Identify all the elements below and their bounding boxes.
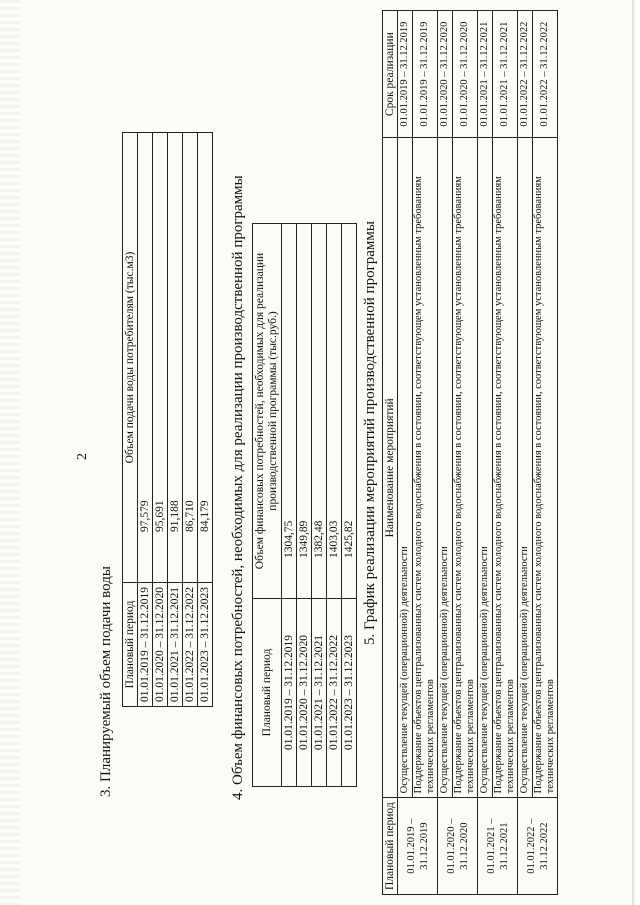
period-cell: 01.01.2019 – 31.12.2019	[138, 583, 153, 707]
section4-title: 4. Объем финансовых потребностей, необходимых для реализации производственной программы	[230, 175, 246, 800]
table-row	[493, 11, 518, 895]
activity-cell: Осуществление текущей (операционной) деятельности	[438, 138, 453, 798]
term-cell: 01.01.2021 – 31.12.2021	[478, 11, 493, 138]
period-cell: 01.01.2022 – 31.12.2022	[327, 599, 342, 787]
table-row	[153, 133, 168, 707]
term-cell: 01.01.2022 – 31.12.2022	[533, 11, 558, 138]
period-cell: 01.01.2023 – 31.12.2023	[342, 599, 357, 787]
column-header: Наименование мероприятий	[383, 138, 398, 798]
financial-needs-table	[252, 223, 357, 787]
column-header: Плановый период	[123, 583, 138, 707]
period-cell: 01.01.2019 – 31.12.2019	[282, 599, 297, 787]
activity-cell: Поддержание объектов централизованных систем холодного водоснабжения в состоянии, соответствующем установленным требованиям технических регламентов	[453, 138, 478, 798]
water-volume-table	[122, 132, 213, 707]
column-header: Плановый период	[383, 798, 398, 895]
table-row	[168, 133, 183, 707]
term-cell: 01.01.2019 – 31.12.2019	[413, 11, 438, 138]
table-row	[398, 11, 413, 895]
table-row	[438, 11, 453, 895]
table-row	[183, 133, 198, 707]
period-cell: 01.01.2023 – 31.12.2023	[198, 583, 213, 707]
section3-title: 3. Планируемый объем подачи воды	[98, 566, 114, 797]
term-cell: 01.01.2020 – 31.12.2020	[438, 11, 453, 138]
value-cell: 95,691	[153, 133, 168, 583]
activity-cell: Осуществление текущей (операционной) деятельности	[518, 138, 533, 798]
period-cell: 01.01.2022 – 31.12.2022	[518, 798, 558, 895]
value-cell: 84,179	[198, 133, 213, 583]
table-header-row	[123, 133, 138, 707]
table-row	[478, 11, 493, 895]
activity-cell: Поддержание объектов централизованных систем холодного водоснабжения в состоянии, соответствующем установленным требованиям технических регламентов	[493, 138, 518, 798]
value-cell: 97,579	[138, 133, 153, 583]
activity-cell: Поддержание объектов централизованных систем холодного водоснабжения в состоянии, соответствующем установленным требованиям технических регламентов	[413, 138, 438, 798]
table-row	[413, 11, 438, 895]
table-row	[453, 11, 478, 895]
term-cell: 01.01.2019 – 31.12.2019	[398, 11, 413, 138]
activity-cell: Осуществление текущей (операционной) деятельности	[398, 138, 413, 798]
period-cell: 01.01.2021 – 31.12.2021	[168, 583, 183, 707]
page-number: 2	[75, 453, 90, 460]
schedule-table	[382, 10, 558, 895]
table-row	[342, 224, 357, 787]
period-cell: 01.01.2021 – 31.12.2021	[312, 599, 327, 787]
activity-cell: Поддержание объектов централизованных систем холодного водоснабжения в состоянии, соответствующем установленным требованиям технических регламентов	[533, 138, 558, 798]
table-header-row	[383, 11, 398, 895]
value-cell: 86,710	[183, 133, 198, 583]
period-cell: 01.01.2020 – 31.12.2020	[297, 599, 312, 787]
table-row	[327, 224, 342, 787]
column-header: Объем подачи воды потребителям (тыс.м3)	[123, 133, 138, 583]
table-row	[198, 133, 213, 707]
table-row	[518, 11, 533, 895]
column-header: Объем финансовых потребностей, необходимых для реализации производственной программы (тыс.руб.)	[253, 224, 282, 599]
period-cell: 01.01.2020 – 31.12.2020	[438, 798, 478, 895]
term-cell: 01.01.2021 – 31.12.2021	[493, 11, 518, 138]
period-cell: 01.01.2021 – 31.12.2021	[478, 798, 518, 895]
value-cell: 1403,03	[327, 224, 342, 599]
column-header: Плановый период	[253, 599, 282, 787]
term-cell: 01.01.2020 – 31.12.2020	[453, 11, 478, 138]
table-row	[282, 224, 297, 787]
value-cell: 91,188	[168, 133, 183, 583]
table-row	[138, 133, 153, 707]
value-cell: 1349,89	[297, 224, 312, 599]
table-header-row	[253, 224, 282, 787]
table-row	[312, 224, 327, 787]
value-cell: 1304,75	[282, 224, 297, 599]
column-header: Срок реализации	[383, 11, 398, 138]
value-cell: 1425,82	[342, 224, 357, 599]
period-cell: 01.01.2022 – 31.12.2022	[183, 583, 198, 707]
value-cell: 1382,48	[312, 224, 327, 599]
table-row	[297, 224, 312, 787]
table-row	[533, 11, 558, 895]
period-cell: 01.01.2019 – 31.12.2019	[398, 798, 438, 895]
section5-title: 5. График реализации мероприятий производственной программы	[362, 221, 378, 645]
period-cell: 01.01.2020 – 31.12.2020	[153, 583, 168, 707]
term-cell: 01.01.2022 – 31.12.2022	[518, 11, 533, 138]
activity-cell: Осуществление текущей (операционной) деятельности	[478, 138, 493, 798]
